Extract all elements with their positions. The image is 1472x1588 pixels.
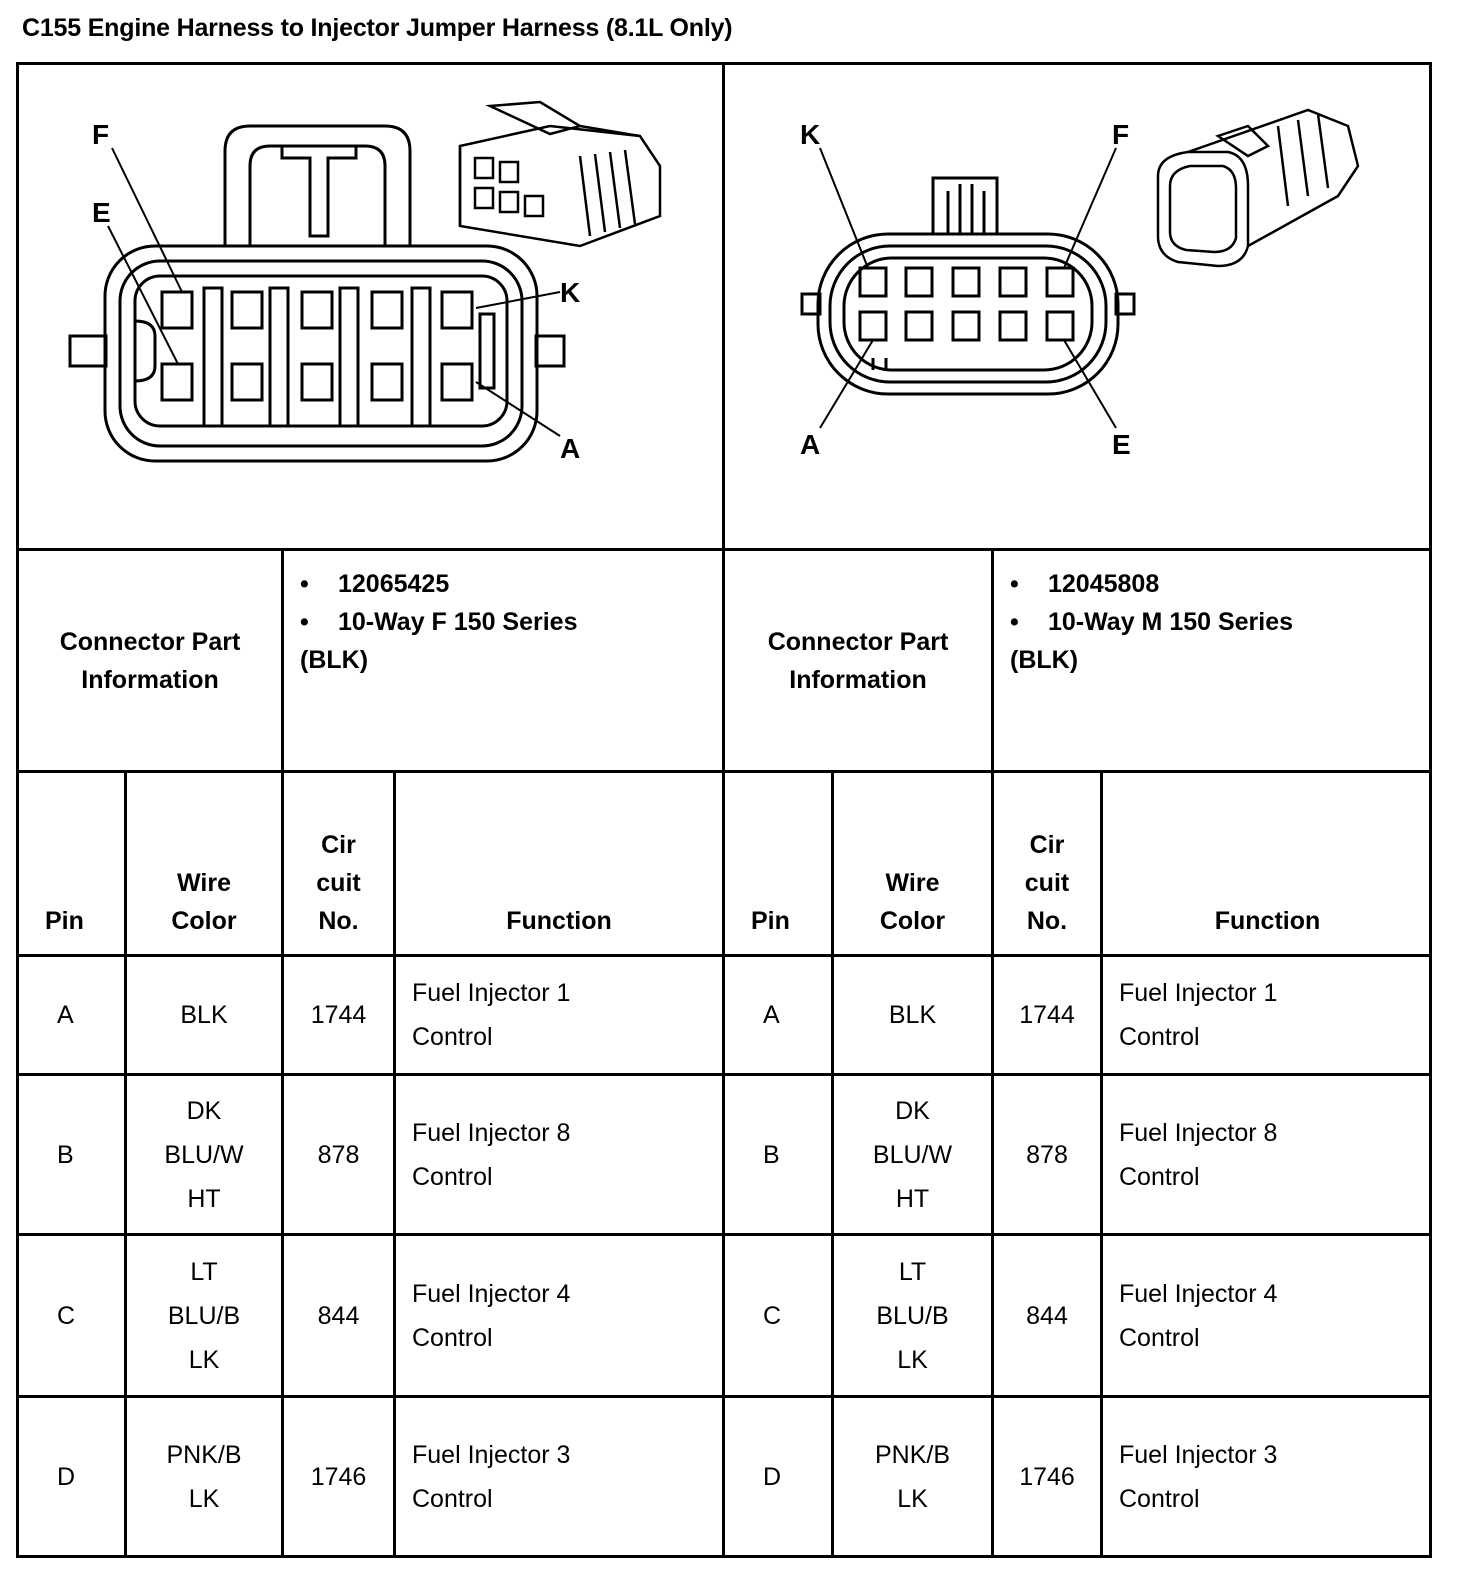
right-part-info-values: • 12045808 • 10-Way M 150 Series (BLK): [994, 551, 1432, 770]
wire-color-line: BLU/W: [164, 1140, 244, 1169]
right-row-function: [1103, 1076, 1432, 1233]
left-connector-diagram: [20, 66, 720, 546]
function-line: Fuel Injector 8: [1119, 1118, 1278, 1147]
left-row-circuit: [284, 1236, 393, 1395]
circuit-number: 1746: [1019, 1462, 1075, 1491]
function-line: Control: [1119, 1484, 1200, 1513]
left-row-wire-color: [127, 957, 281, 1073]
wire-color-line: DK: [895, 1096, 930, 1125]
left-label-k: K: [560, 277, 581, 308]
function-line: Control: [1119, 1023, 1200, 1051]
left-row-pin: [19, 957, 124, 1073]
pin-value: B: [57, 1140, 74, 1169]
pin-value: C: [57, 1301, 76, 1330]
right-label-e: E: [1112, 429, 1131, 460]
wire-color-line: BLU/B: [876, 1301, 949, 1330]
pin-value: D: [57, 1462, 76, 1491]
function-line: Control: [412, 1484, 493, 1513]
right-header-wire-color: Wire Color: [879, 869, 946, 935]
pin-value: A: [763, 1001, 780, 1029]
left-row-function: [396, 1076, 722, 1233]
left-label-a: A: [560, 433, 581, 464]
left-header-function: Function: [506, 907, 612, 935]
function-line: Fuel Injector 4: [412, 1279, 571, 1308]
wire-color-line: PNK/B: [874, 1440, 951, 1469]
pin-value: A: [57, 1001, 74, 1029]
left-header-pin: Pin: [45, 907, 84, 935]
function-line: Fuel Injector 3: [412, 1440, 571, 1469]
pin-value: B: [763, 1140, 780, 1169]
right-row-circuit: [994, 957, 1100, 1073]
left-row-function: [396, 1398, 722, 1555]
right-row-pin: [725, 957, 831, 1073]
circuit-number: 878: [1026, 1140, 1068, 1169]
wire-color-line: LK: [897, 1345, 928, 1374]
page-title: C155 Engine Harness to Injector Jumper Harness (8.1L Only): [22, 14, 733, 42]
circuit-number: 844: [1026, 1301, 1068, 1330]
left-row-circuit: [284, 957, 393, 1073]
circuit-number: 1744: [1019, 1001, 1075, 1029]
left-row-wire-color: [127, 1398, 281, 1555]
right-part-info-label: Connector Part Information: [767, 627, 949, 694]
left-row-circuit: [284, 1398, 393, 1555]
wire-color-line: BLK: [888, 1001, 937, 1029]
left-row-function: [396, 957, 722, 1073]
wire-color-line: DK: [186, 1096, 222, 1125]
right-part-description: 10-Way M 150 Series: [1048, 608, 1294, 636]
right-connector-diagram: [728, 66, 1428, 546]
wire-color-line: HT: [895, 1184, 930, 1213]
right-row-pin: [725, 1236, 831, 1395]
function-line: Fuel Injector 4: [1119, 1279, 1278, 1308]
function-line: Fuel Injector 1: [412, 979, 571, 1007]
left-header-wire-color: Wire Color: [171, 869, 237, 935]
right-row-wire-color: [834, 957, 991, 1073]
left-row-function: [396, 1236, 722, 1395]
right-row-circuit: [994, 1398, 1100, 1555]
right-row-circuit: [994, 1236, 1100, 1395]
wire-color-line: PNK/B: [166, 1440, 242, 1469]
wire-color-line: LK: [188, 1345, 220, 1374]
left-part-number: 12065425: [338, 570, 450, 598]
right-row-function: [1103, 1398, 1432, 1555]
left-part-description: 10-Way F 150 Series: [338, 608, 578, 636]
right-row-function: [1103, 957, 1432, 1073]
right-row-wire-color: [834, 1236, 991, 1395]
right-row-wire-color: [834, 1398, 991, 1555]
function-line: Control: [412, 1323, 493, 1352]
function-line: Control: [412, 1162, 493, 1191]
right-row-pin: [725, 1398, 831, 1555]
function-line: Control: [1119, 1162, 1200, 1191]
wire-color-line: LT: [898, 1257, 927, 1286]
wire-color-line: BLK: [180, 1001, 228, 1029]
right-label-a: A: [800, 429, 821, 460]
right-row-pin: [725, 1076, 831, 1233]
wire-color-line: LT: [190, 1257, 218, 1286]
pin-value: D: [763, 1462, 782, 1491]
left-row-pin: [19, 1076, 124, 1233]
right-header-circuit: Cir cuit No.: [1024, 831, 1070, 935]
left-row-pin: [19, 1236, 124, 1395]
left-row-wire-color: [127, 1236, 281, 1395]
circuit-number: 878: [317, 1140, 360, 1169]
pin-value: C: [763, 1301, 782, 1330]
left-row-pin: [19, 1398, 124, 1555]
right-row-wire-color: [834, 1076, 991, 1233]
right-part-color: (BLK): [1010, 646, 1079, 674]
circuit-number: 844: [317, 1301, 360, 1330]
wire-color-line: BLU/W: [872, 1140, 953, 1169]
right-row-function: [1103, 1236, 1432, 1395]
function-line: Fuel Injector 8: [412, 1118, 571, 1147]
right-label-f: F: [1112, 119, 1130, 150]
function-line: Control: [412, 1023, 493, 1051]
circuit-number: 1746: [310, 1462, 367, 1491]
wire-color-line: BLU/B: [167, 1301, 241, 1330]
wire-color-line: LK: [897, 1484, 928, 1513]
left-label-f: F: [92, 119, 110, 150]
left-part-info-label: Connector Part Information: [59, 627, 241, 694]
wire-color-line: LK: [188, 1484, 220, 1513]
right-part-number: 12045808: [1048, 570, 1160, 598]
circuit-number: 1744: [310, 1001, 367, 1029]
left-part-color: (BLK): [300, 646, 369, 674]
left-row-wire-color: [127, 1076, 281, 1233]
right-label-k: K: [800, 119, 821, 150]
left-header-circuit: Cir cuit No.: [316, 831, 361, 935]
right-header-pin: Pin: [751, 907, 790, 935]
left-part-info-values: • 12065425 • 10-Way F 150 Series (BLK): [284, 551, 722, 770]
function-line: Control: [1119, 1323, 1200, 1352]
wire-color-line: HT: [187, 1184, 221, 1213]
right-row-circuit: [994, 1076, 1100, 1233]
right-header-function: Function: [1214, 907, 1321, 935]
function-line: Fuel Injector 1: [1119, 979, 1278, 1007]
left-label-e: E: [92, 197, 111, 228]
function-line: Fuel Injector 3: [1119, 1440, 1278, 1469]
left-row-circuit: [284, 1076, 393, 1233]
